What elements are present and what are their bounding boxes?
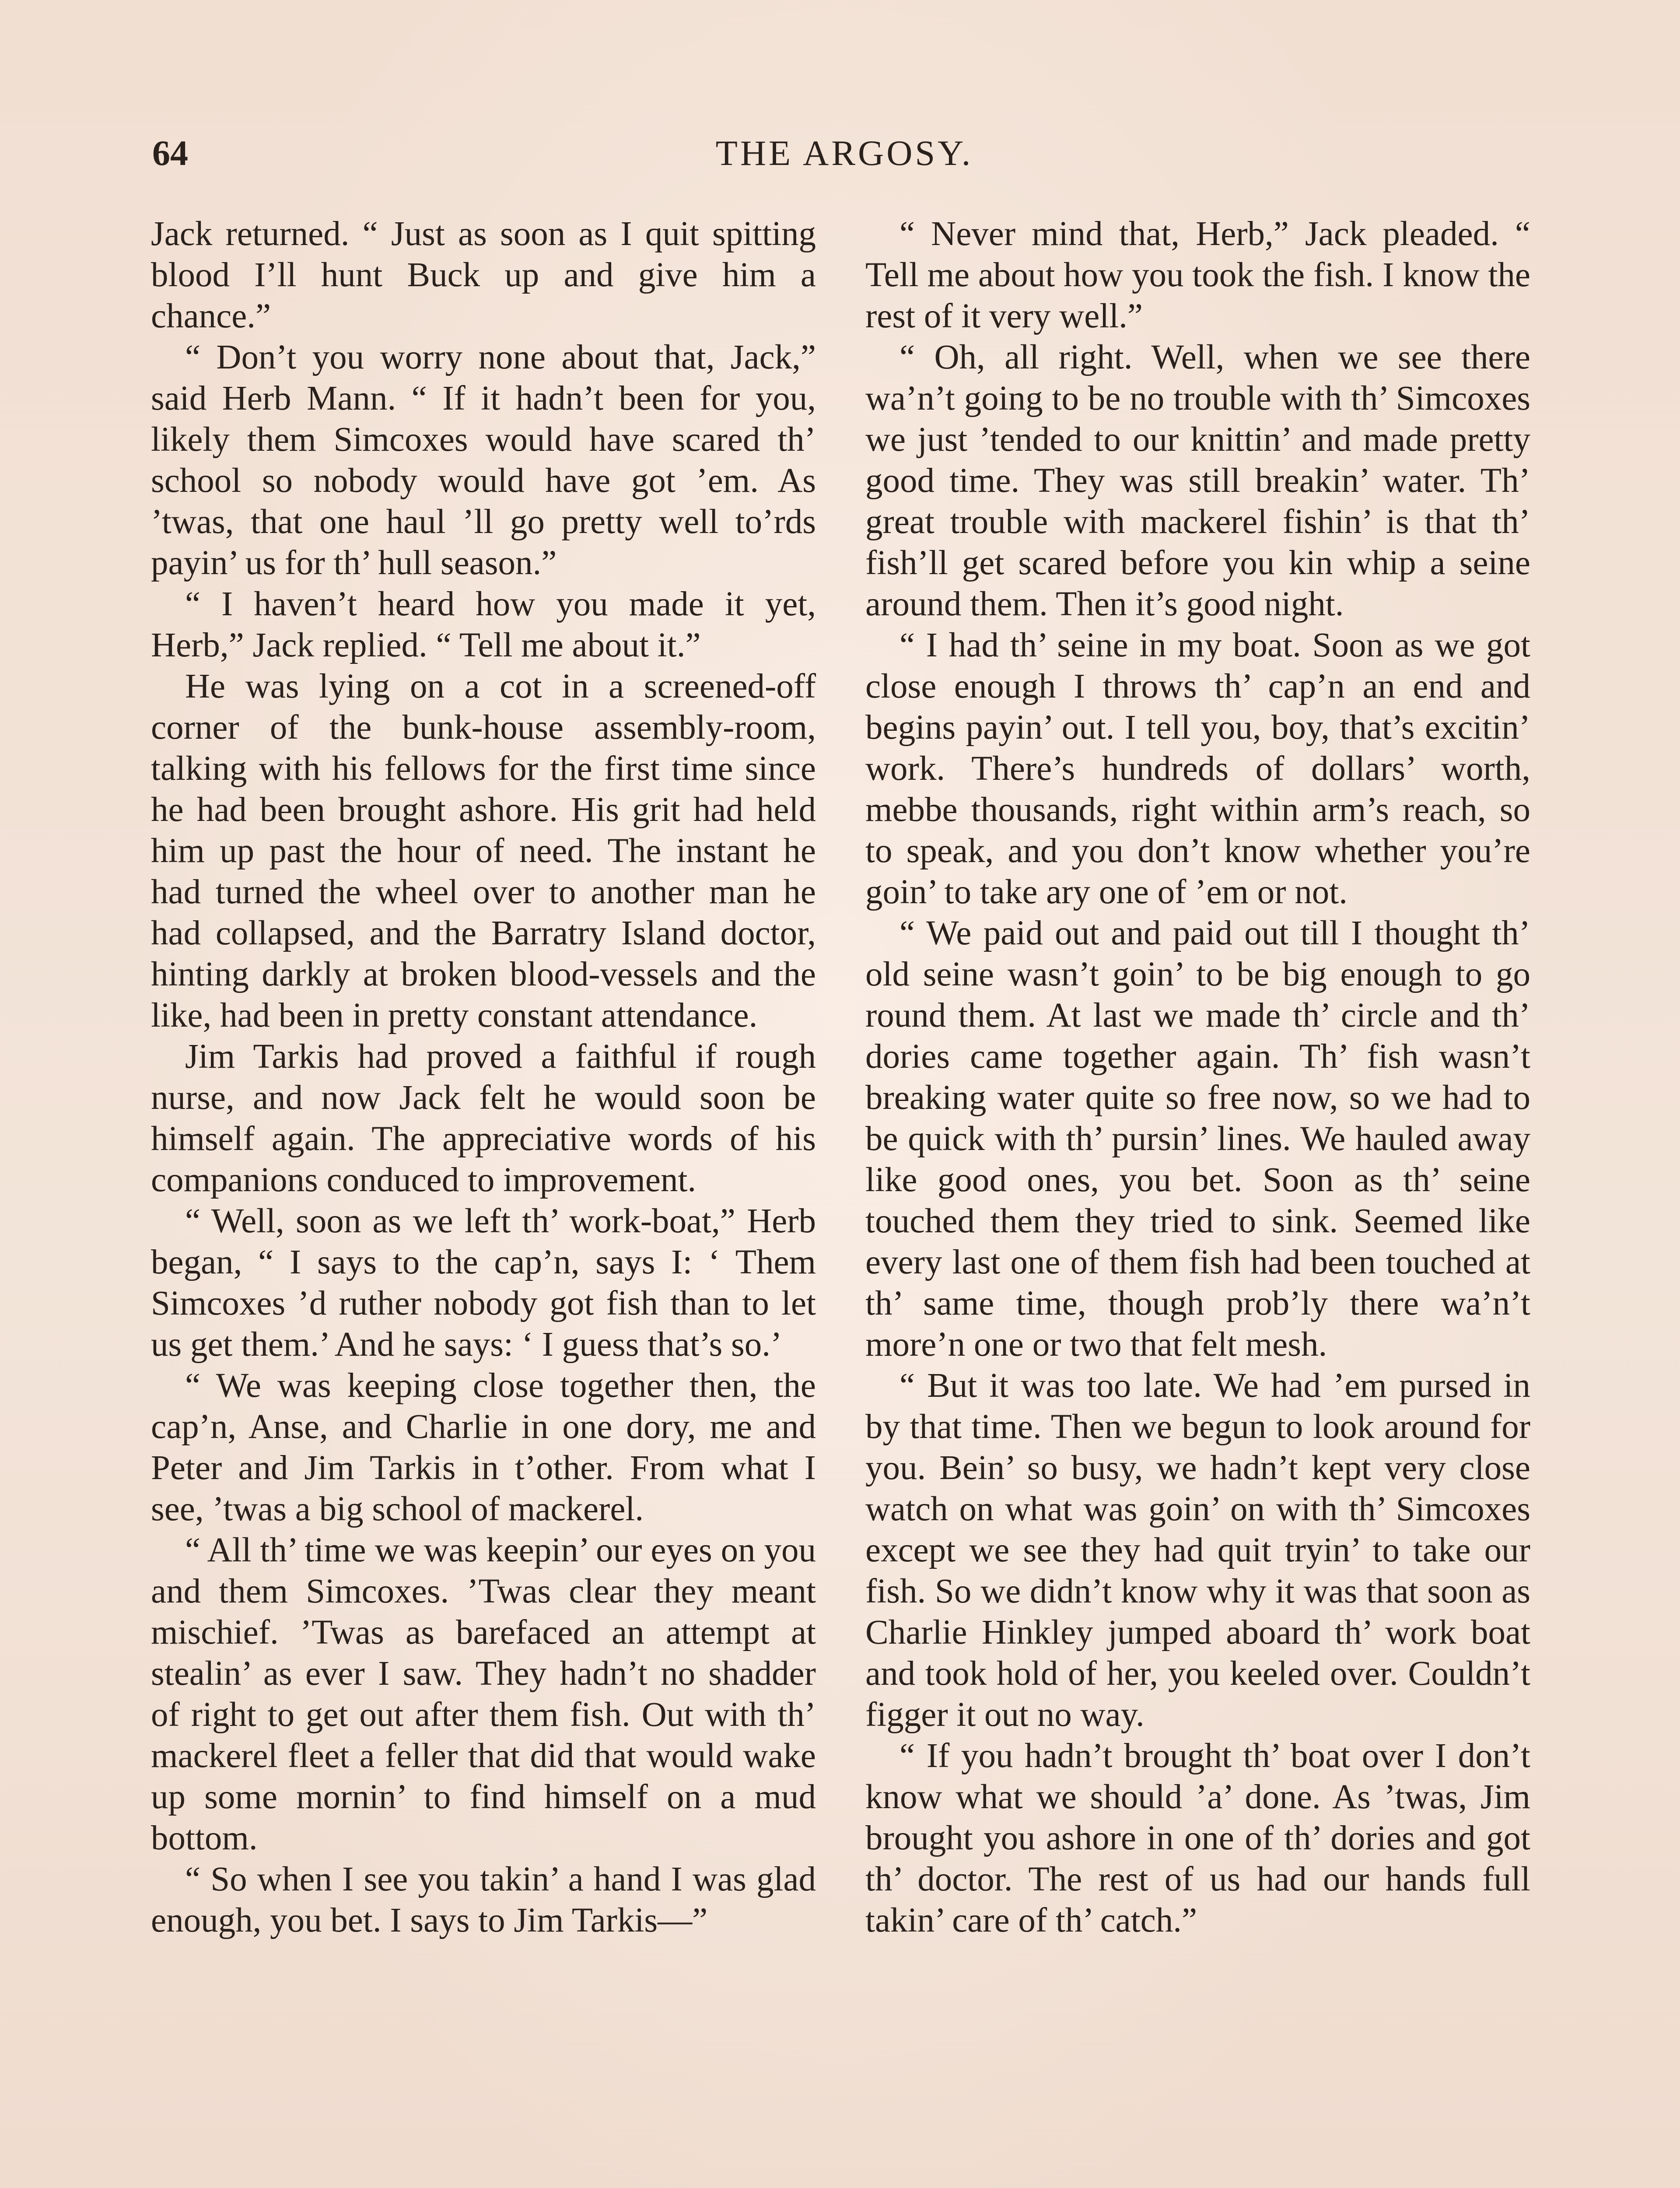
paragraph: He was lying on a cot in a screened-off corner of the bunk-house assembly-room, talking with his fellows for the first time since he had been brought ashore. His grit had held him up past the hour of need. The instant he had turned the wheel over to another man he had collapsed, and the Barratry Island doctor, hinting darkly at broken blood-vessels and the like, had been in pretty constant attendance. [151, 667, 816, 1034]
running-title: THE ARGOSY. [715, 133, 973, 173]
paragraph: “ If you hadn’t brought th’ boat over I don’t know what we should ’a’ done. As ’twas, Jim brought you ashore in one of th’ dories and got th’ doctor. The rest of us had our hands full takin’ care of th’ catch.” [865, 1737, 1530, 1939]
page-number: 64 [152, 133, 188, 173]
paragraph: “ I haven’t heard how you made it yet, Herb,” Jack replied. “ Tell me about it.” [151, 585, 816, 664]
paragraph: “ Well, soon as we left th’ work-boat,” Herb began, “ I says to the cap’n, says I: ‘ Them Simcoxes ’d ruther nobody got fish than to let us get them.’ And he says: ‘ I guess that’s so.’ [151, 1202, 816, 1364]
left-column [151, 214, 816, 1941]
page-header [149, 127, 1540, 179]
paragraph: Jack returned. “ Just as soon as I quit spitting blood I’ll hunt Buck up and give him a chance.” [151, 215, 816, 335]
paragraph: “ We was keeping close together then, the cap’n, Anse, and Charlie in one dory, me and Peter and Jim Tarkis in t’other. From what I see, ’twas a big school of mackerel. [151, 1367, 816, 1528]
paragraph: “ Don’t you worry none about that, Jack,” said Herb Mann. “ If it hadn’t been for you, likely them Simcoxes would have scared th’ school so nobody would have got ’em. As ’twas, that one haul ’ll go pretty well to’rds payin’ us for th’ hull season.” [151, 338, 816, 582]
paragraph: “ I had th’ seine in my boat. Soon as we got close enough I throws th’ cap’n an end and begins payin’ out. I tell you, boy, that’s excitin’ work. There’s hundreds of dollars’ worth, mebbe thousands, right within arm’s reach, so to speak, and you don’t know whether you’re goin’ to take ary one of ’em or not. [865, 626, 1530, 911]
right-column [865, 214, 1530, 1941]
paragraph: “ All th’ time we was keepin’ our eyes on you and them Simcoxes. ’Twas clear they meant mischief. ’Twas as barefaced an attempt at stealin’ as ever I saw. They hadn’t no shadder of right to get out after them fish. Out with th’ mackerel fleet a feller that did that would wake up some mornin’ to find himself on a mud bottom. [151, 1531, 816, 1857]
paragraph: “ We paid out and paid out till I thought th’ old seine wasn’t goin’ to be big enough to go round them. At last we made th’ circle and th’ dories came together again. Th’ fish wasn’t breaking water quite so free now, so we had to be quick with th’ pursin’ lines. We hauled away like good ones, you bet. Soon as th’ seine touched them they tried to sink. Seemed like every last one of them fish had been touched at th’ same time, though prob’ly there wa’n’t more’n one or two that felt mesh. [865, 914, 1530, 1364]
paragraph: “ So when I see you takin’ a hand I was glad enough, you bet. I says to Jim Tarkis—” [151, 1860, 816, 1939]
paragraph: “ But it was too late. We had ’em pursed in by that time. Then we begun to look around for you. Bein’ so busy, we hadn’t kept very close watch on what was goin’ on with th’ Simcoxes except we see they had quit tryin’ to take our fish. So we didn’t know why it was that soon as Charlie Hinkley jumped aboard th’ work boat and took hold of her, you keeled over. Couldn’t figger it out no way. [865, 1367, 1530, 1734]
paragraph: Jim Tarkis had proved a faithful if rough nurse, and now Jack felt he would soon be himself again. The appreciative words of his companions conduced to improvement. [151, 1038, 816, 1199]
paragraph: “ Never mind that, Herb,” Jack pleaded. “ Tell me about how you took the fish. I know the rest of it very well.” [865, 215, 1530, 335]
paragraph: “ Oh, all right. Well, when we see there wa’n’t going to be no trouble with th’ Simcoxes we just ’tended to our knittin’ and made pretty good time. They was still breakin’ water. Th’ great trouble with mackerel fishin’ is that th’ fish’ll get scared before you kin whip a seine around them. Then it’s good night. [865, 338, 1530, 623]
